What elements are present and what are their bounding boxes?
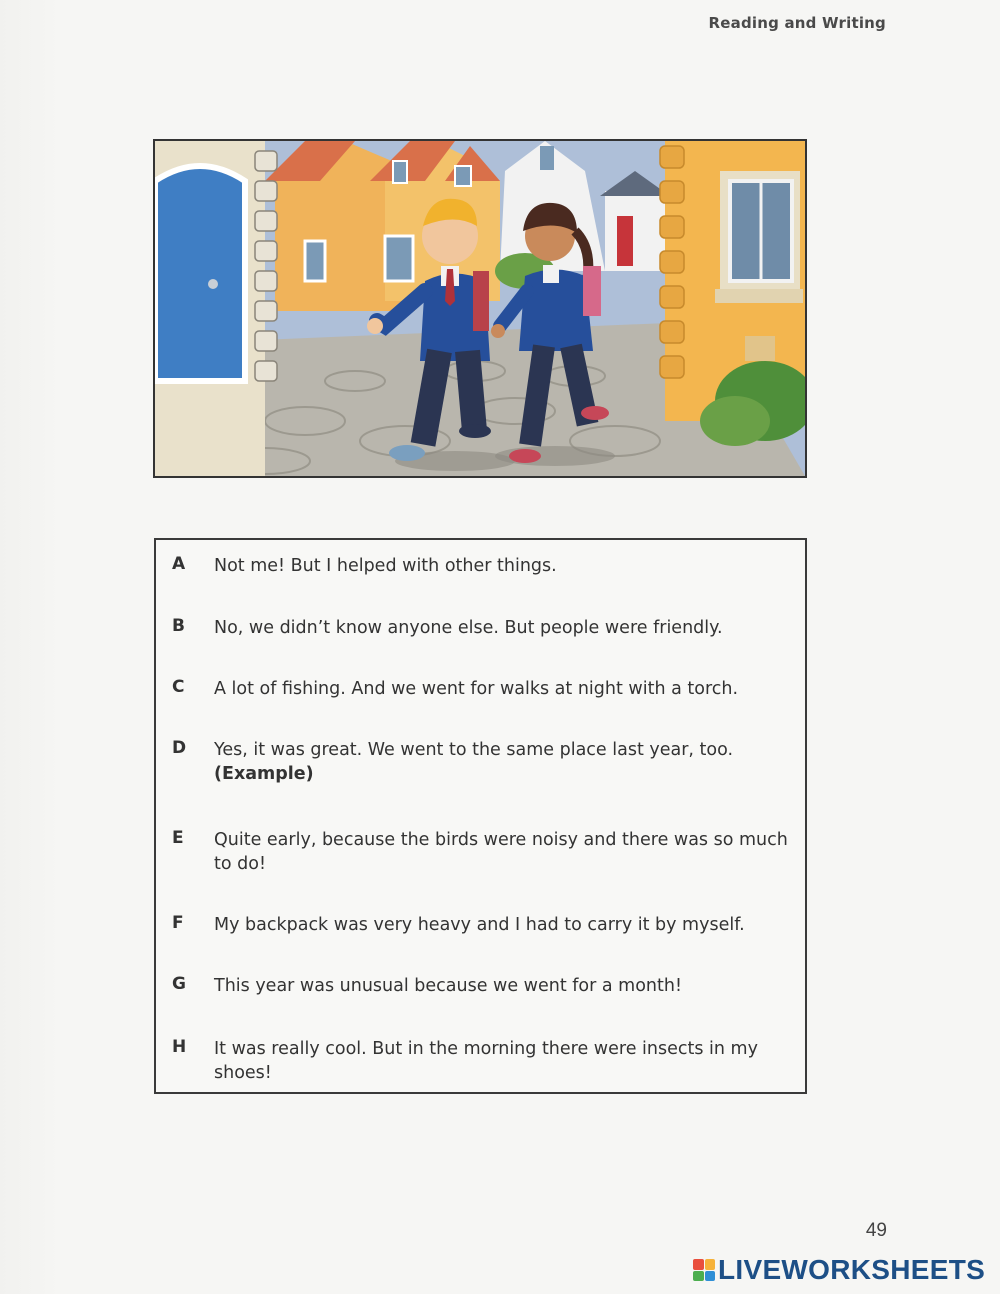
option-text: No, we didn’t know anyone else. But people were friendly. bbox=[214, 618, 723, 638]
answer-options-box bbox=[154, 538, 807, 1094]
option-letter: E bbox=[172, 828, 184, 848]
option-text: Not me! But I helped with other things. bbox=[214, 556, 557, 576]
page-number: 49 bbox=[865, 1220, 887, 1241]
option-text: Quite early, because the birds were noisy and there was so much to do! bbox=[214, 830, 788, 874]
example-label: (Example) bbox=[214, 764, 314, 784]
option-letter: D bbox=[172, 738, 187, 758]
option-letter: H bbox=[172, 1037, 187, 1057]
option-letter: A bbox=[172, 554, 186, 574]
liveworksheets-logo[interactable] bbox=[693, 1255, 985, 1285]
option-letter: B bbox=[172, 616, 185, 636]
logo-grid-icon bbox=[693, 1259, 715, 1281]
option-text: It was really cool. But in the morning there were insects in my shoes! bbox=[214, 1039, 758, 1083]
option-text: My backpack was very heavy and I had to carry it by myself. bbox=[214, 915, 745, 935]
page-edge bbox=[0, 0, 62, 1294]
option-text-block bbox=[214, 738, 794, 786]
option-letter: F bbox=[172, 913, 184, 933]
option-letter: C bbox=[172, 677, 185, 697]
two-students-walking-illustration bbox=[153, 139, 807, 478]
option-text: Yes, it was great. We went to the same place last year, too. bbox=[214, 740, 734, 760]
option-letter: G bbox=[172, 974, 186, 994]
section-title: Reading and Writing bbox=[708, 14, 886, 32]
option-text: This year was unusual because we went for a month! bbox=[214, 976, 682, 996]
logo-text: LIVEWORKSHEETS bbox=[718, 1254, 986, 1285]
option-text: A lot of fishing. And we went for walks at night with a torch. bbox=[214, 679, 739, 699]
